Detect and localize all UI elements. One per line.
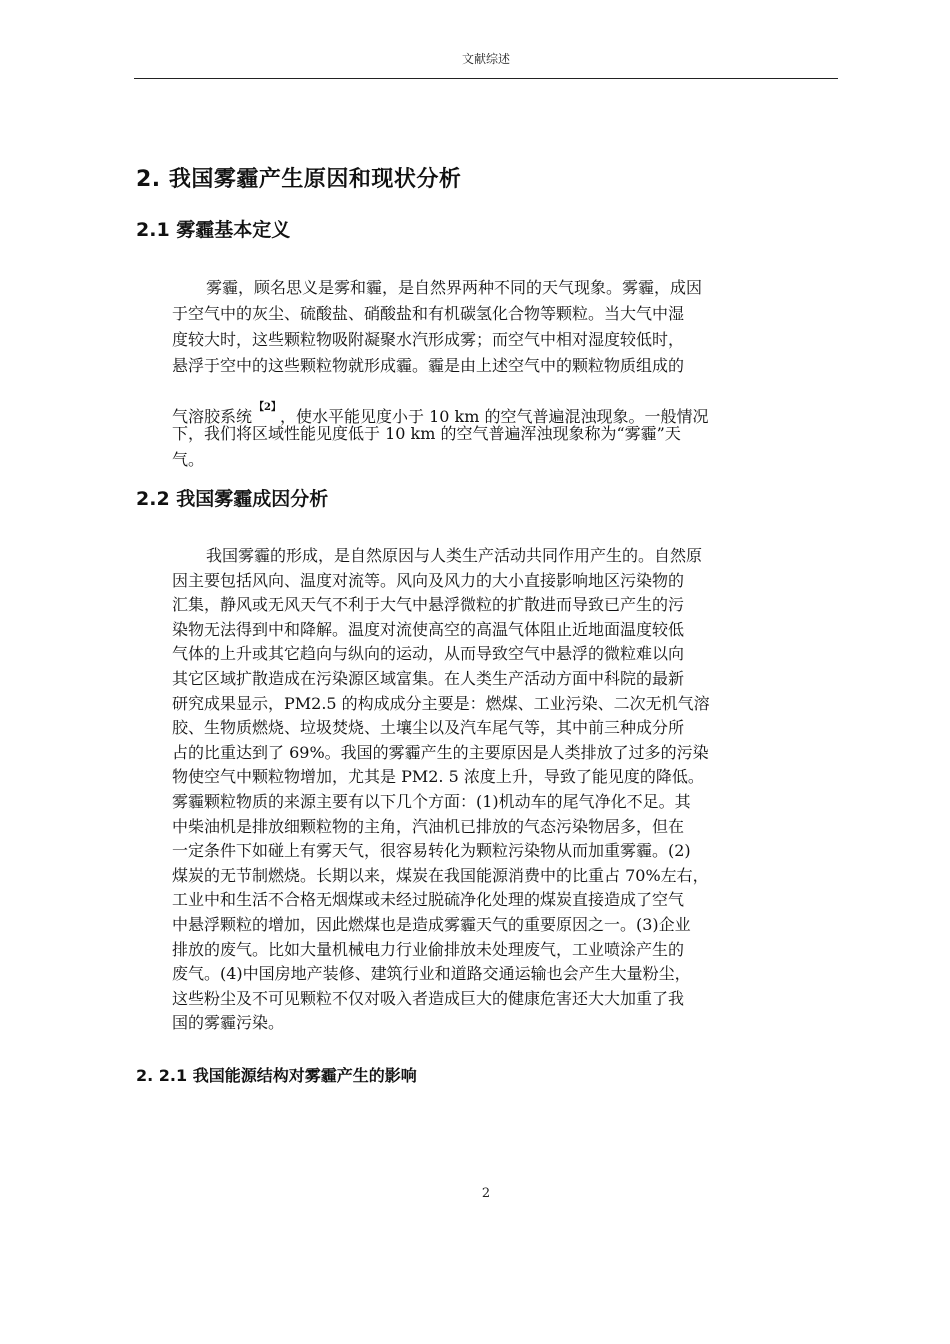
subsection-title-2-1: 2.1 雾霾基本定义 [136, 219, 291, 241]
subsection-title-2-2: 2.2 我国雾霾成因分析 [136, 488, 329, 510]
text-line: 一定条件下如碰上有雾天气，很容易转化为颗粒污染物从而加重雾霾。(2) [172, 841, 691, 861]
text-line: 雾霾，顾名思义是雾和霾，是自然界两种不同的天气现象。雾霾，成因 [206, 278, 703, 297]
subsection-title-2-2-1: 2. 2.1 我国能源结构对雾霾产生的影响 [136, 1066, 417, 1085]
text-line: 度较大时，这些颗粒物吸附凝聚水汽形成雾；而空气中相对湿度较低时， [172, 330, 685, 349]
text-line: 雾霾颗粒物质的来源主要有以下几个方面：(1)机动车的尾气净化不足。其 [172, 791, 691, 811]
text-line: 中悬浮颗粒的增加，因此燃煤也是造成雾霾天气的重要原因之一。(3)企业 [172, 914, 691, 934]
text-line: 悬浮于空中的这些颗粒物就形成霾。霾是由上述空气中的颗粒物质组成的 [172, 356, 685, 375]
text-line: 国的雾霾污染。 [172, 1013, 285, 1033]
header-rule [134, 78, 838, 79]
section-title: 2. 我国雾霾产生原因和现状分析 [136, 167, 462, 192]
text-line: 物使空气中颗粒物增加，尤其是 PM2. 5 浓度上升，导致了能见度的降低。 [172, 767, 704, 787]
text-line: 因主要包括风向、温度对流等。风向及风力的大小直接影响地区污染物的 [172, 570, 685, 590]
text-line: 研究成果显示，PM2.5 的构成成分主要是：燃煤、工业污染、二次无机气溶 [172, 693, 710, 713]
text-line: 排放的废气。比如大量机械电力行业偷排放未处理废气，工业喷涂产生的 [172, 939, 685, 959]
text-line-with-citation [172, 380, 812, 426]
text-line: 其它区域扩散造成在污染源区域富集。在人类生产活动方面中科院的最新 [172, 668, 685, 688]
text-fragment: ，使水平能见度小于 10 km 的空气普遍混浊现象。一般情况 [279, 407, 709, 426]
text-line: 胶、生物质燃烧、垃圾焚烧、土壤尘以及汽车尾气等，其中前三种成分所 [172, 718, 685, 738]
citation-mark: 【2】 [254, 402, 276, 413]
text-fragment: 气溶胶系统 [172, 407, 253, 426]
text-line: 染物无法得到中和降解。温度对流使高空的高温气体阻止近地面温度较低 [172, 619, 685, 639]
text-line: 气。 [172, 450, 205, 469]
text-line: 我国雾霾的形成，是自然原因与人类生产活动共同作用产生的。自然原 [206, 546, 703, 565]
text-line: 这些粉尘及不可见颗粒不仅对吸入者造成巨大的健康危害还大大加重了我 [172, 988, 685, 1008]
text-line: 占的比重达到了 69%。我国的雾霾产生的主要原因是人类排放了过多的污染 [172, 742, 709, 762]
page-number: 2 [481, 1186, 491, 1201]
text-line: 气体的上升或其它趋向与纵向的运动，从而导致空气中悬浮的微粒难以向 [172, 644, 685, 664]
text-line: 废气。(4)中国房地产装修、建筑行业和道路交通运输也会产生大量粉尘， [172, 964, 691, 984]
text-line: 于空气中的灰尘、硫酸盐、硝酸盐和有机碳氢化合物等颗粒。当大气中湿 [172, 304, 685, 323]
paragraph-causes [172, 544, 812, 1036]
text-line: 煤炭的无节制燃烧。长期以来，煤炭在我国能源消费中的比重占 70%左右， [172, 865, 709, 885]
text-line: 汇集，静风或无风天气不利于大气中悬浮微粒的扩散进而导致已产生的污 [172, 595, 685, 615]
text-line: 工业中和生活不合格无烟煤或未经过脱硫净化处理的煤炭直接造成了空气 [172, 890, 685, 910]
paragraph-definition [172, 276, 812, 474]
text-line: 下，我们将区域性能见度低于 10 km 的空气普遍浑浊现象称为“雾霾”天 [172, 424, 681, 443]
running-header: 文献综述 [461, 52, 510, 66]
text-line: 中柴油机是排放细颗粒物的主角，汽油机已排放的气态污染物居多，但在 [172, 816, 685, 836]
